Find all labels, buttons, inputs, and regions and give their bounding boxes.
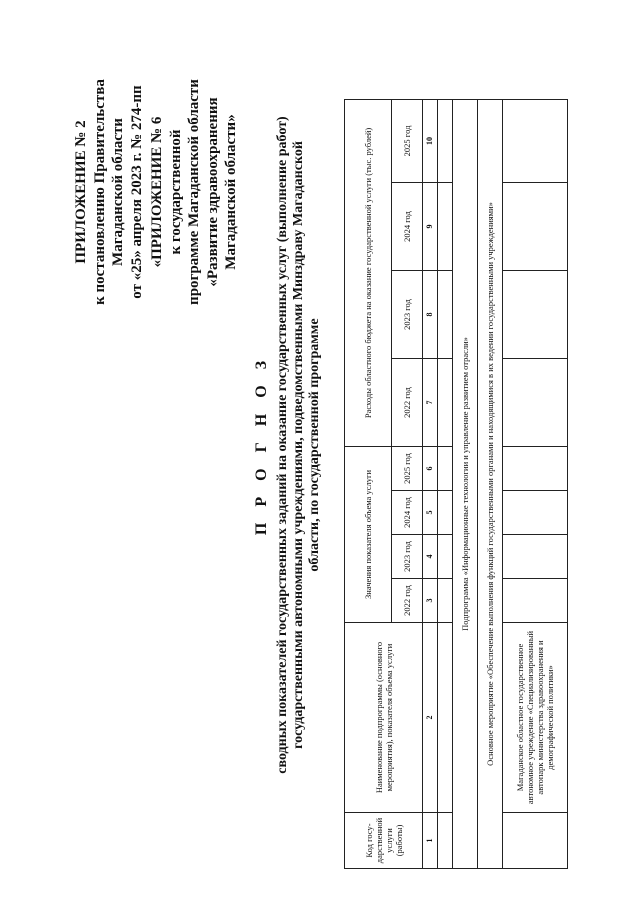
document-heading: [253, 65, 323, 825]
heading-line: государственными автономными учреждениями, подведомственными Минздраву Магаданской: [291, 141, 306, 749]
main-event-title: Основное мероприятие «Обеспечение выполнения функций государственными органами и находящимися в их ведении государственными учреждениями»: [478, 99, 503, 868]
header-year: 2023 год: [392, 535, 423, 579]
heading-line: сводных показателей государственных заданий на оказание государственных услуг (выполнение работ): [275, 116, 290, 774]
table-row: [438, 99, 453, 868]
column-number: 1: [423, 813, 438, 869]
appendix-line: «Развитие здравоохранения: [204, 97, 221, 287]
header-volume: Значения показателя объема услуги: [345, 446, 392, 622]
appendix-header-second: [148, 67, 241, 317]
appendix-header-top: [72, 67, 146, 317]
heading-title: П Р О Г Н О З: [253, 354, 270, 536]
appendix-line: к постановлению Правительства: [91, 79, 108, 305]
table-cell: [438, 813, 453, 869]
table-cell: [438, 182, 453, 270]
column-number: 3: [423, 579, 438, 623]
table-cell: [438, 623, 453, 813]
heading-line: области, по государственной программе: [307, 318, 322, 572]
appendix-line: Магаданской области: [110, 118, 126, 266]
table-cell: [503, 99, 568, 182]
table-row: [503, 99, 568, 868]
table-cell: [503, 535, 568, 579]
header-year: 2022 год: [392, 358, 423, 446]
appendix-line: программе Магаданской области: [186, 79, 202, 305]
appendix-title: «ПРИЛОЖЕНИЕ № 6: [149, 116, 165, 268]
main-event-row: [478, 99, 503, 868]
header-year: 2025 год: [392, 446, 423, 490]
column-number: 2: [423, 623, 438, 813]
header-year: 2024 год: [392, 491, 423, 535]
column-number: 10: [423, 99, 438, 182]
column-number: 7: [423, 358, 438, 446]
table-cell: [503, 579, 568, 623]
table-cell: [503, 182, 568, 270]
header-year: 2024 год: [392, 182, 423, 270]
appendix-line: от «25» апреля 2023 г. № 274-пп: [128, 85, 145, 299]
header-name: Наименование подпрограммы (основного мероприятия), показателя объема услуги: [345, 623, 423, 813]
column-number: 5: [423, 491, 438, 535]
forecast-table: [344, 99, 568, 869]
table-cell: [503, 813, 568, 869]
header-year: 2023 год: [392, 270, 423, 358]
column-number: 4: [423, 535, 438, 579]
table-cell: [503, 446, 568, 490]
table-cell: [503, 270, 568, 358]
organization-name: Магаданское областное государственное автономное учреждение «Специализированный автопарк министерства здравоохранения и демографической политики»: [503, 623, 568, 813]
subprogram-title: Подпрограмма «Информационные технологии и управление развитием отрасли»: [453, 99, 478, 868]
header-year: 2025 год: [392, 99, 423, 182]
table-cell: [438, 99, 453, 182]
table-cell: [438, 446, 453, 490]
appendix-title: ПРИЛОЖЕНИЕ № 2: [73, 120, 89, 264]
table-cell: [503, 358, 568, 446]
header-year: 2022 год: [392, 579, 423, 623]
header-code: Код госу-дарственной услуги (работы): [345, 813, 423, 869]
appendix-line: Магаданской области»: [223, 114, 239, 270]
table-cell: [438, 491, 453, 535]
column-number: 6: [423, 446, 438, 490]
table-cell: [438, 535, 453, 579]
column-number: 9: [423, 182, 438, 270]
appendix-line: к государственной: [167, 129, 184, 255]
table-cell: [438, 358, 453, 446]
column-number: 8: [423, 270, 438, 358]
table-cell: [503, 491, 568, 535]
table-cell: [438, 270, 453, 358]
column-number-row: [423, 99, 438, 868]
table-cell: [438, 579, 453, 623]
header-expenses: Расходы областного бюджета на оказание государственной услуги (тыс. рублей): [345, 99, 392, 446]
subprogram-row: [453, 99, 478, 868]
